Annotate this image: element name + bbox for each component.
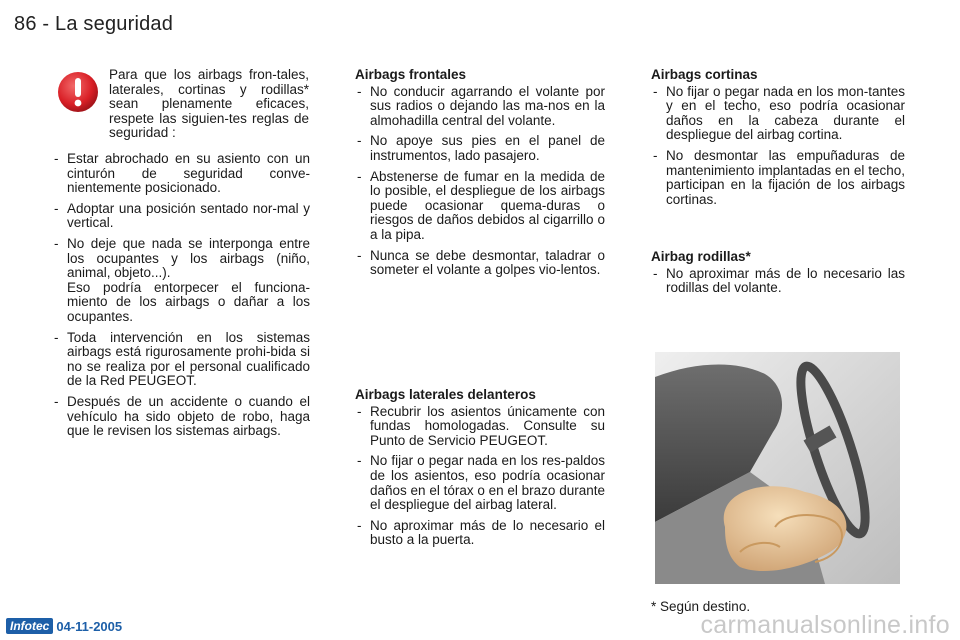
section-cortinas (651, 68, 905, 213)
laterales-list (355, 405, 605, 548)
section-heading: Airbags laterales delanteros (355, 387, 536, 402)
list-item (52, 237, 310, 325)
list-item: - No fijar o pegar nada en los res-paldos de los asientos, eso podría ocasionar daños en el tórax o en el brazo durante el despliegue del airbag lateral. (355, 454, 605, 512)
section-heading: Airbags cortinas (651, 67, 758, 82)
list-item: - Abstenerse de fumar en la medida de lo posible, el despliegue de los airbags puede ocasionar quema-duras o riesgos de daños debidos al cigarrillo o a la pipa. (355, 170, 605, 243)
list-item: - Nunca se debe desmontar, taladrar o someter el volante a golpes vio-lentos. (355, 249, 605, 278)
cortinas-list (651, 85, 905, 208)
watermark: carmanualsonline.info (700, 611, 950, 639)
list-item: - No apoye sus pies en el panel de instrumentos, lado pasajero. (355, 134, 605, 163)
section-frontales (355, 68, 605, 284)
list-item: - No aproximar más de lo necesario el busto a la puerta. (355, 519, 605, 548)
exclamation-icon (56, 70, 100, 114)
brand-label: Infotec (6, 618, 53, 634)
section-laterales (355, 388, 605, 554)
list-item-text: No deje que nada se interponga entre los ocupantes y los airbags (niño, animal, objeto...). (67, 235, 310, 281)
rodillas-list (651, 267, 905, 296)
list-item (52, 331, 310, 389)
list-item: - No aproximar más de lo necesario las rodillas del volante. (651, 267, 905, 296)
edition-date: 04-11-2005 (56, 618, 123, 634)
list-item-note: Eso podría entorpecer el funciona-miento de los airbags o dañar a los ocupantes. (67, 279, 310, 324)
list-item: - No desmontar las empuñaduras de mantenimiento implantadas en el techo, participan en la fijación de los airbags cortinas. (651, 149, 905, 207)
intro-text: Para que los airbags fron-tales, laterales, cortinas y rodillas* sean plenamente eficaces, respete las siguien-tes reglas de seguridad : (109, 67, 309, 141)
list-item: - No fijar o pegar nada en los mon-tantes y en el techo, eso podría ocasionar daños en la cabeza durante el despliegue del airbag cortina. (651, 85, 905, 143)
section-rodillas (651, 250, 905, 302)
frontales-list (355, 85, 605, 278)
list-item (52, 202, 310, 231)
list-item-text: Estar abrochado en su asiento con un cinturón de seguridad conve-nientemente posicionado. (67, 151, 310, 196)
footnote: * Según destino. (651, 599, 751, 614)
knee-airbag-illustration (655, 352, 900, 584)
list-item (52, 395, 310, 439)
footer-badge (6, 617, 122, 635)
general-rules (52, 152, 310, 445)
general-rules-list (52, 152, 310, 439)
list-item: - No conducir agarrando el volante por sus radios o dejando las ma-nos en la almohadilla central del volante. (355, 85, 605, 129)
list-item-text: Adoptar una posición sentado nor-mal y vertical. (67, 200, 310, 231)
list-item-text: Después de un accidente o cuando el vehículo ha sido objeto de robo, haga que le revisen los sistemas airbags. (67, 393, 310, 439)
page-title: 86 - La seguridad (14, 13, 174, 35)
section-heading: Airbags frontales (355, 67, 467, 82)
list-item-text: Toda intervención en los sistemas airbags está rigurosamente prohi-bida si no se realiza por el personal cualificado de la Red PEUGEOT. (67, 329, 310, 389)
section-heading: Airbag rodillas* (651, 249, 751, 264)
list-item (52, 152, 310, 196)
list-item: - Recubrir los asientos únicamente con fundas homologadas. Consulte su Punto de Servicio PEUGEOT. (355, 405, 605, 449)
